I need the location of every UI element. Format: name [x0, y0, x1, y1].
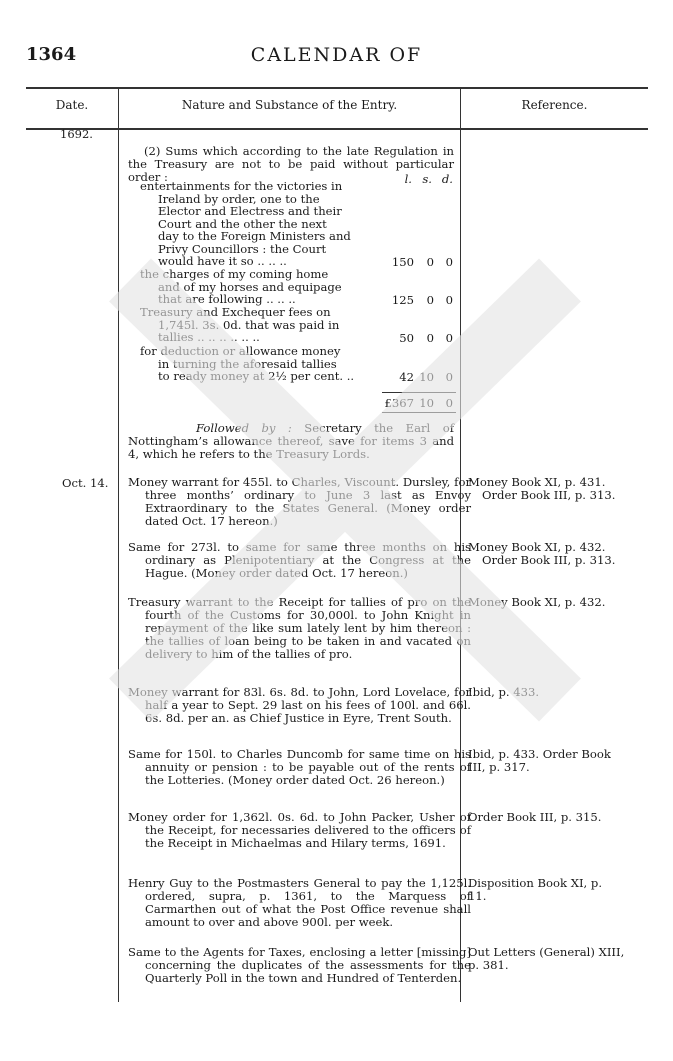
- sum-item-amount-d: 0: [445, 255, 453, 269]
- running-title: CALENDAR OF: [250, 44, 423, 66]
- unit-pounds: l.: [404, 172, 412, 186]
- reference-line: Money Book XI, p. 432.: [468, 595, 606, 609]
- sum-item-line: to ready money at 2½ per cent. ..: [158, 369, 355, 383]
- sum-item-line: Court and the other the next: [158, 216, 327, 231]
- sum-item-amount-d: 0: [445, 370, 453, 384]
- entry-text: Same to the Agents for Taxes, enclosing a letter [missing] concerning the duplicates of the assessments for the Quarterly Poll in the town and Hundred of Tenterden.: [128, 945, 471, 985]
- entry-reference: [468, 476, 643, 502]
- sum-item-line: in turning the aforesaid tallies: [158, 356, 337, 371]
- sum-item-line: entertainments for the victories in: [140, 179, 343, 193]
- sum-item-amount-d: 0: [445, 293, 453, 307]
- followed-by: [128, 422, 454, 461]
- entry-reference: [468, 541, 643, 567]
- sum-item-amount-l: 50: [399, 331, 414, 345]
- sum-item-line: and of my horses and equipage: [158, 279, 342, 294]
- sum-item-description: [140, 180, 366, 268]
- sum-item-line: Privy Councillors : the Court: [158, 241, 327, 256]
- total-rule-top: [382, 392, 456, 393]
- unit-pence: d.: [441, 172, 453, 186]
- entry-text: Money warrant for 83l. 6s. 8d. to John, Lord Lovelace, for half a year to Sept. 29 last on his fees of 100l. and 66l. 6s. 8d. per an. as Chief Justice in Eyre, Trent South.: [128, 685, 471, 725]
- followed-by-text: Secretary the Earl of Nottingham’s allowance thereof, save for items 3 and 4, which he refers to the Treasury Lords.: [128, 421, 454, 461]
- reference-line: Order Book III, p. 313.: [482, 553, 616, 567]
- sum-item-line: the charges of my coming home: [140, 267, 329, 281]
- reference-line: Ibid, p. 433.: [468, 685, 540, 699]
- year-label: 1692.: [60, 127, 93, 141]
- sum-item-amount-l: 150: [391, 255, 414, 269]
- sum-item-line: would have it so .. .. ..: [158, 254, 287, 268]
- reference-line: Out Letters (General) XIII,: [468, 945, 625, 959]
- sum-item-line: tallies .. .. .. .. .. ..: [158, 330, 260, 344]
- entry-text: Money warrant for 455l. to Charles, Viscount. Dursley, for three months’ ordinary to June 3 last as Envoy Extraordinary to the States General. (Money order dated Oct. 17 hereon.): [128, 475, 471, 528]
- column-header-reference: Reference.: [521, 98, 588, 112]
- sum-item-amount-l: 42: [399, 370, 414, 384]
- sum-item-line: day to the Foreign Ministers and: [158, 229, 351, 243]
- reference-line: Money Book XI, p. 432.: [468, 540, 606, 554]
- unit-shillings: s.: [422, 172, 432, 186]
- sum-item-line: Ireland by order, one to the: [158, 191, 320, 206]
- top-rule: [26, 87, 648, 89]
- sum-item-amount-s: 0: [426, 293, 434, 307]
- entry-text: Henry Guy to the Postmasters General to pay the 1,125l. ordered, supra, p. 1361, to the Marquess of Carmarthen out of what the Post Office revenue shall amount to over and above 900l. per week.: [128, 876, 471, 929]
- sum-item-amount-d: 0: [445, 331, 453, 345]
- reference-line: p. 381.: [468, 958, 509, 972]
- page-number: 1364: [26, 44, 77, 65]
- entry-reference: [468, 877, 643, 903]
- sum-item-line: Treasury and Exchequer fees on: [140, 305, 331, 319]
- entry-text: Same for 273l. to same for same three months on his ordinary as Plenipotentiary at the Congress at the Hague. (Money order dated Oct. 17 hereon.): [128, 540, 471, 580]
- sum-item-description: [140, 306, 366, 344]
- sums-intro: (2) Sums which according to the late Regulation in the Treasury are not to be paid without particular order :: [128, 144, 454, 184]
- column-divider-date: [118, 87, 119, 1002]
- total-rule-bottom: [382, 412, 456, 413]
- sum-item-amount-s: 10: [419, 370, 434, 384]
- entry-reference: [468, 686, 643, 699]
- followed-by-label: Followed by :: [196, 421, 292, 435]
- total-pence: 0: [445, 396, 453, 410]
- entry-text: Treasury warrant to the Receipt for tallies of pro on the fourth of the Customs for 30,000l. to John Knight in repayment of the like sum lately lent by him thereon : the tallies of loan being to be taken in and vacated on delivery to him of the tallies of pro.: [128, 595, 471, 661]
- sum-item-line: that are following .. .. ..: [158, 292, 296, 306]
- column-header-date: Date.: [55, 98, 89, 112]
- entry-reference: [468, 811, 643, 824]
- reference-line: Order Book III, p. 315.: [468, 810, 602, 824]
- total-pounds: £367: [384, 396, 414, 410]
- sum-item-line: 1,745l. 3s. 0d. that was paid in: [158, 317, 340, 332]
- sum-item-amount-s: 0: [426, 331, 434, 345]
- reference-line: Ibid, p. 433. Order Book: [468, 747, 611, 761]
- reference-line: III, p. 317.: [468, 760, 530, 774]
- entry-reference: [468, 946, 643, 972]
- entry-reference: [468, 748, 643, 774]
- reference-line: Money Book XI, p. 431.: [468, 475, 606, 489]
- column-header-nature: Nature and Substance of the Entry.: [181, 98, 398, 112]
- sum-item-description: [140, 268, 366, 306]
- sum-item-description: [140, 345, 366, 383]
- date-oct-14: Oct. 14.: [62, 476, 109, 490]
- sum-item-amount-s: 0: [426, 255, 434, 269]
- entry-text: Money order for 1,362l. 0s. 6d. to John Packer, Usher of the Receipt, for necessaries delivered to the officers of the Receipt in Michaelmas and Hilary terms, 1691.: [128, 810, 471, 850]
- sum-item-line: Elector and Electress and their: [158, 204, 342, 218]
- header-rule: [26, 128, 648, 130]
- reference-line: 11.: [468, 889, 487, 903]
- entry-text: Same for 150l. to Charles Duncomb for same time on his annuity or pension : to be payable out of the rents of the Lotteries. (Money order dated Oct. 26 hereon.): [128, 747, 471, 787]
- reference-line: Order Book III, p. 313.: [482, 488, 616, 502]
- sum-item-line: for deduction or allowance money: [140, 344, 341, 358]
- reference-line: Disposition Book XI, p.: [468, 876, 603, 890]
- total-shillings: 10: [419, 396, 434, 410]
- entry-reference: [468, 596, 643, 609]
- sum-item-amount-l: 125: [391, 293, 414, 307]
